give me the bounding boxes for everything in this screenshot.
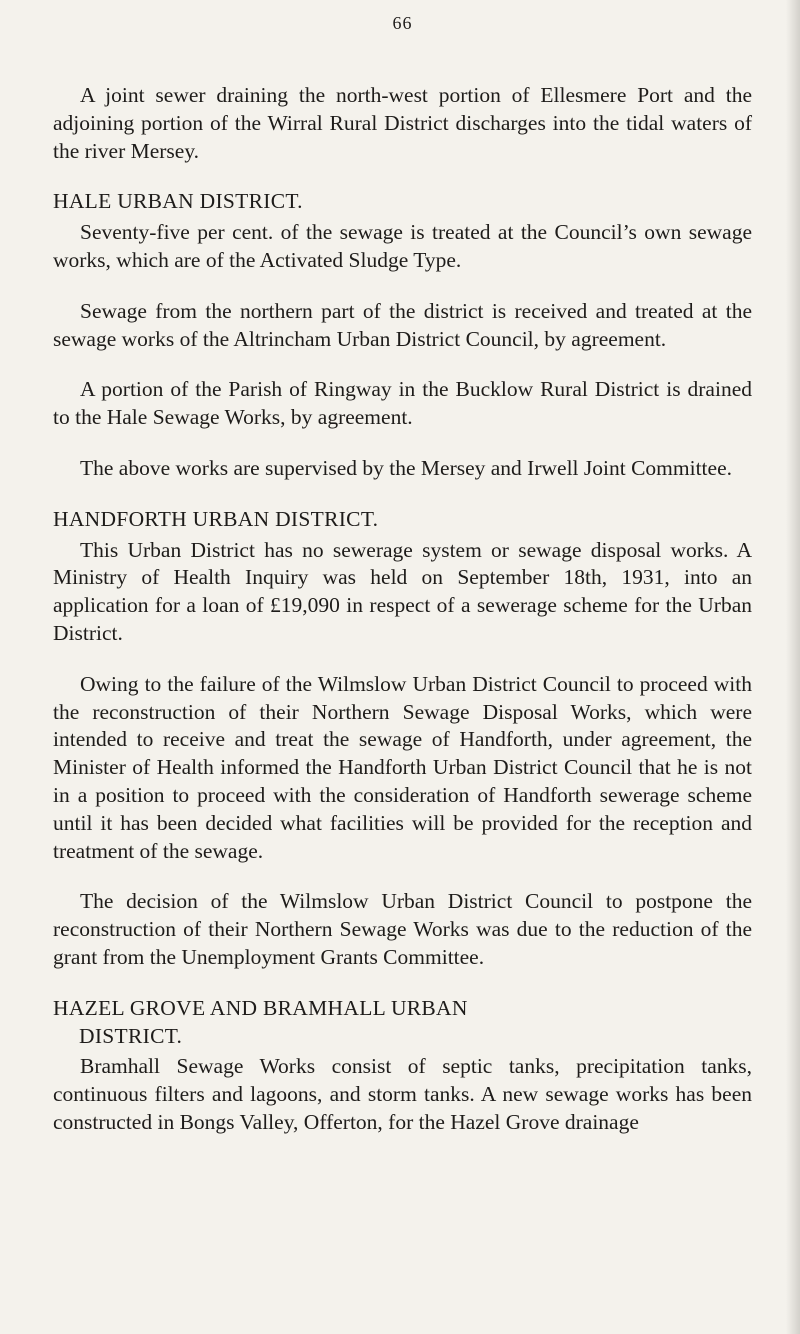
paragraph-handforth-1: This Urban District has no sewerage system or sewage disposal works. A Ministry of Health Inquiry was held on September 18th, 1931, into an application for a loan of £19,090 in respect of a sewerage scheme for the Urban District. [53,537,752,645]
heading-hale: HALE URBAN DISTRICT. [53,189,303,214]
heading-hazel-grove-line1: HAZEL GROVE AND BRAMHALL URBAN [53,995,468,1020]
paragraph-hale-1: Seventy-five per cent. of the sewage is treated at the Council’s own sewage works, which are of the Activated Sludge Type. [53,220,752,272]
heading-hazel-grove [53,995,752,1051]
page-edge-shadow [786,0,800,1334]
paragraph-hale-3: A portion of the Parish of Ringway in the Bucklow Rural District is drained to the Hale Sewage Works, by agreement. [53,377,752,430]
paragraph-handforth-2: Owing to the failure of the Wilmslow Urban District Council to proceed with the reconstruction of their Northern Sewage Disposal Works, which were intended to receive and treat the sewage of Handforth, under agreement, the Minister of Health informed the Handforth Urban District Council that he is not in a position to proceed with the consideration of Handforth sewerage scheme until it has been decided what facilities will be provided for the reception and treatment of the sewage. [53,671,752,863]
page-number: 66 [392,13,413,33]
heading-hazel-grove-line2: DISTRICT. [79,1023,183,1048]
paragraph-hale-4: The above works are supervised by the Mersey and Irwell Joint Committee. [80,455,732,480]
paragraph-wirral-sewer: A joint sewer draining the north-west portion of Ellesmere Port and the adjoining portion of the Wirral Rural District discharges into the tidal waters of the river Mersey. [53,83,752,163]
paragraph-hazel-grove-1: Bramhall Sewage Works consist of septic tanks, precipitation tanks, continuous filters and lagoons, and storm tanks. A new sewage works has been constructed in Bongs Valley, Offerton, for the Hazel Grove drainage [53,1054,752,1134]
paragraph-handforth-3: The decision of the Wilmslow Urban District Council to postpone the reconstruction of their Northern Sewage Works was due to the reduction of the grant from the Unemployment Grants Committee. [53,889,752,969]
paragraph-hale-2: Sewage from the northern part of the district is received and treated at the sewage works of the Altrincham Urban District Council, by agreement. [53,298,752,351]
heading-handforth: HANDFORTH URBAN DISTRICT. [53,506,379,531]
